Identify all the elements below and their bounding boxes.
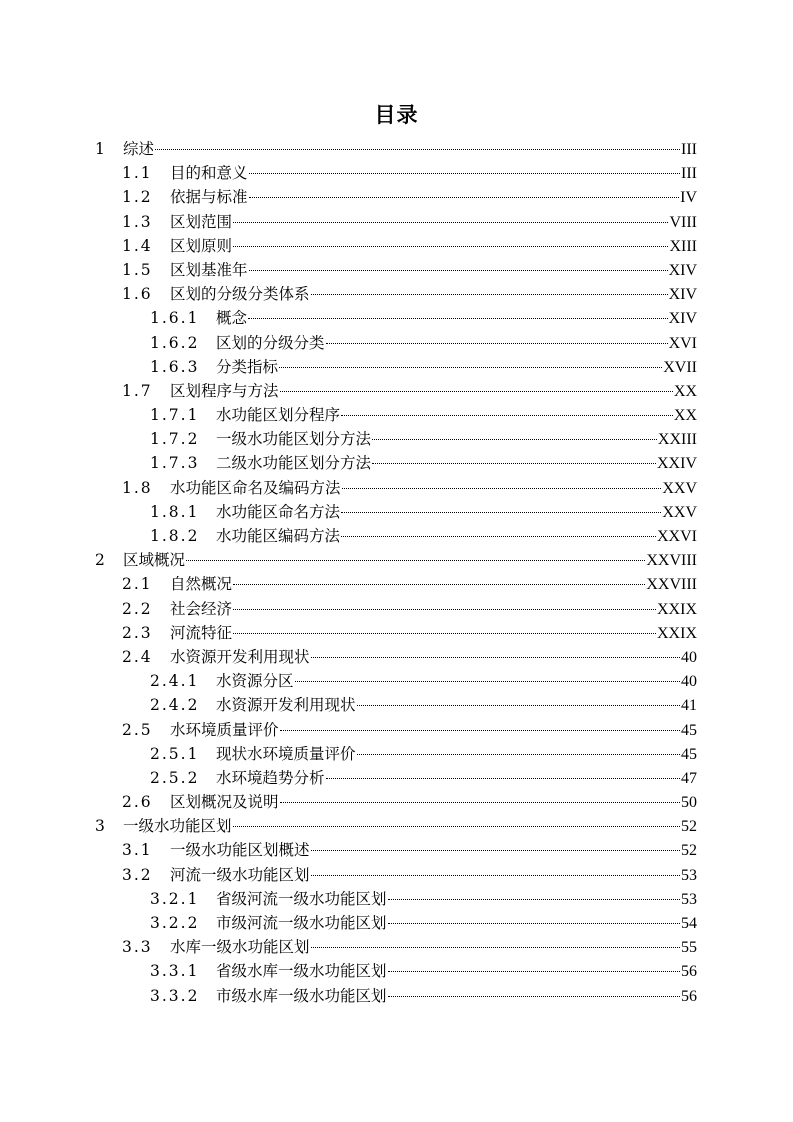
toc-entry-number: 1.2 <box>122 188 153 207</box>
toc-entry-number: 2.5 <box>122 720 153 739</box>
toc-entry-page: XX <box>673 407 697 425</box>
dot-leader <box>249 197 680 198</box>
table-of-contents <box>0 137 793 1008</box>
toc-entry-page: XIV <box>668 261 697 279</box>
dot-leader <box>388 923 680 924</box>
toc-entry[interactable] <box>0 838 793 862</box>
dot-leader <box>311 947 680 948</box>
dot-leader <box>233 222 668 223</box>
toc-entry[interactable] <box>0 766 793 790</box>
toc-entry[interactable] <box>0 863 793 887</box>
toc-entry-page: 55 <box>681 939 697 957</box>
toc-entry-number: 2 <box>95 551 107 570</box>
dot-leader <box>311 294 668 295</box>
toc-entry-title: 区划概况及说明 <box>170 793 279 812</box>
toc-entry-number: 3.3.2 <box>150 986 200 1005</box>
toc-entry-page: XIV <box>668 310 697 328</box>
toc-entry-page: 47 <box>681 769 697 787</box>
dot-leader <box>233 826 680 827</box>
toc-entry-title: 现状水环境质量评价 <box>216 744 356 763</box>
toc-entry-title: 水环境趋势分析 <box>216 768 325 787</box>
toc-entry-page: 53 <box>681 890 697 908</box>
toc-entry[interactable] <box>0 500 793 524</box>
toc-entry-title: 区划的分级分类 <box>216 333 325 352</box>
toc-entry-number: 3.2.2 <box>150 914 200 932</box>
toc-entry-page: 40 <box>681 673 697 691</box>
toc-entry-number: 1.3 <box>122 212 153 231</box>
toc-entry-number: 1.5 <box>122 260 153 279</box>
toc-entry-page: 52 <box>681 842 697 860</box>
toc-entry-page: XVI <box>668 334 697 352</box>
toc-entry-title: 水功能区命名方法 <box>216 502 341 521</box>
toc-entry-title: 区划范围 <box>170 212 233 231</box>
toc-entry[interactable] <box>0 306 793 330</box>
toc-entry-number: 2.4.1 <box>150 672 200 691</box>
toc-entry-title: 二级水功能区划分方法 <box>216 454 372 473</box>
toc-entry[interactable] <box>0 379 793 403</box>
dot-leader <box>357 754 680 755</box>
toc-entry-number: 3.2.1 <box>150 889 200 908</box>
toc-entry[interactable] <box>0 718 793 742</box>
toc-entry-number: 1.7.2 <box>150 430 200 449</box>
dot-leader <box>233 633 656 634</box>
toc-entry-title: 区划程序与方法 <box>170 381 279 400</box>
dot-leader <box>388 899 680 900</box>
toc-entry[interactable] <box>0 258 793 282</box>
toc-entry-page: IV <box>680 189 697 207</box>
dot-leader <box>233 609 656 610</box>
dot-leader <box>233 246 668 247</box>
dot-leader <box>372 439 657 440</box>
dot-leader <box>249 173 681 174</box>
toc-entry-number: 2.1 <box>122 575 153 594</box>
toc-entry-page: XIII <box>669 237 697 255</box>
dot-leader <box>248 318 668 319</box>
toc-entry-number: 3.3.1 <box>150 962 200 981</box>
dot-leader <box>280 391 673 392</box>
toc-entry-number: 3.3 <box>122 938 153 957</box>
toc-entry-title: 水功能区划分程序 <box>216 406 341 425</box>
toc-entry[interactable] <box>0 476 793 500</box>
toc-entry-title: 水资源开发利用现状 <box>216 696 356 715</box>
toc-entry[interactable] <box>0 355 793 379</box>
toc-entry-title: 省级河流一级水功能区划 <box>216 889 387 908</box>
toc-entry-page: XXV <box>662 503 697 521</box>
toc-entry-number: 2.5.2 <box>150 768 200 787</box>
toc-entry-page: XX <box>673 382 697 400</box>
dot-leader <box>280 730 680 731</box>
toc-entry-title: 依据与标准 <box>170 188 248 207</box>
toc-entry-page: XXVIII <box>646 576 697 594</box>
toc-entry-number: 3.1 <box>122 841 153 860</box>
toc-entry-title: 目的和意义 <box>170 164 248 183</box>
toc-entry-title: 省级水库一级水功能区划 <box>216 962 387 981</box>
toc-entry[interactable] <box>0 137 793 161</box>
toc-entry-number: 2.6 <box>122 793 153 812</box>
toc-entry-number: 3 <box>95 817 107 836</box>
toc-entry[interactable] <box>0 984 793 1008</box>
dot-leader <box>311 657 680 658</box>
dot-leader <box>280 802 680 803</box>
toc-entry-number: 1.6 <box>122 285 153 304</box>
toc-entry-number: 2.4.2 <box>150 696 200 715</box>
toc-entry-number: 1.8.1 <box>150 502 200 521</box>
dot-leader <box>388 971 680 972</box>
toc-entry-number: 1.7.3 <box>150 454 200 473</box>
dot-leader <box>341 512 661 513</box>
toc-entry-title: 水功能区命名及编码方法 <box>170 478 341 497</box>
dot-leader <box>341 536 656 537</box>
toc-entry-number: 1.8 <box>122 478 153 497</box>
dot-leader <box>311 875 680 876</box>
toc-entry[interactable] <box>0 935 793 959</box>
toc-entry-title: 区域概况 <box>123 551 186 570</box>
toc-entry-page: 40 <box>681 648 697 666</box>
toc-entry-title: 河流一级水功能区划 <box>170 865 310 884</box>
toc-entry-page: XVII <box>663 358 697 376</box>
toc-entry[interactable] <box>0 331 793 355</box>
toc-entry[interactable] <box>0 451 793 475</box>
toc-entry[interactable] <box>0 621 793 645</box>
toc-entry-number: 1 <box>95 140 107 158</box>
toc-entry-title: 水库一级水功能区划 <box>170 938 310 957</box>
toc-entry-page: 53 <box>681 866 697 884</box>
toc-entry-title: 水功能区编码方法 <box>216 527 341 545</box>
toc-entry-title: 水资源开发利用现状 <box>170 647 310 666</box>
toc-entry-page: 56 <box>681 987 697 1005</box>
toc-entry[interactable] <box>0 669 793 693</box>
toc-entry-number: 1.6.3 <box>150 357 200 376</box>
dot-leader <box>326 343 668 344</box>
toc-entry-number: 1.4 <box>122 236 153 255</box>
toc-entry-title: 分类指标 <box>216 357 279 376</box>
toc-entry-title: 水资源分区 <box>216 672 294 691</box>
toc-entry-page: 54 <box>681 915 697 932</box>
dot-leader <box>388 996 680 997</box>
toc-entry-title: 区划基准年 <box>170 260 248 279</box>
toc-entry[interactable] <box>0 572 793 596</box>
toc-entry-page: 56 <box>681 963 697 981</box>
toc-entry-page: III <box>681 141 697 158</box>
toc-entry[interactable] <box>0 693 793 717</box>
toc-entry-title: 区划的分级分类体系 <box>170 285 310 304</box>
toc-entry-page: XXIX <box>657 624 697 642</box>
toc-entry-page: 41 <box>681 697 697 715</box>
dot-leader <box>372 463 656 464</box>
toc-entry-page: VIII <box>669 213 697 231</box>
toc-entry-title: 一级水功能区划 <box>123 817 232 836</box>
toc-entry-number: 1.8.2 <box>150 527 200 545</box>
toc-entry-page: XXVI <box>657 528 697 545</box>
toc-entry-page: 45 <box>681 721 697 739</box>
toc-entry-page: XXIII <box>657 431 697 449</box>
dot-leader <box>295 681 680 682</box>
toc-entry[interactable] <box>0 814 793 838</box>
toc-entry-number: 2.5.1 <box>150 744 200 763</box>
page-title: 目录 <box>374 102 419 127</box>
toc-entry[interactable] <box>0 524 793 548</box>
toc-entry[interactable] <box>0 185 793 209</box>
dot-leader <box>326 778 680 779</box>
toc-entry-page: XIV <box>668 286 697 304</box>
dot-leader <box>342 488 662 489</box>
toc-entry[interactable] <box>0 959 793 983</box>
toc-entry-page: XXIX <box>657 600 697 618</box>
dot-leader <box>233 584 645 585</box>
toc-entry-title: 概念 <box>216 309 248 328</box>
toc-entry[interactable] <box>0 597 793 621</box>
toc-entry-page: 50 <box>681 794 697 812</box>
dot-leader <box>155 149 680 150</box>
toc-entry[interactable] <box>0 282 793 306</box>
toc-entry-title: 社会经济 <box>170 599 233 618</box>
toc-entry-title: 综述 <box>123 140 155 158</box>
toc-entry[interactable] <box>0 210 793 234</box>
toc-entry-number: 1.7.1 <box>150 406 200 425</box>
dot-leader <box>279 367 662 368</box>
toc-entry-title: 市级水库一级水功能区划 <box>216 986 387 1005</box>
dot-leader <box>186 560 645 561</box>
toc-entry-title: 市级河流一级水功能区划 <box>216 914 387 932</box>
toc-entry-title: 河流特征 <box>170 623 233 642</box>
toc-entry[interactable] <box>0 887 793 911</box>
toc-entry-page: 52 <box>681 818 697 836</box>
toc-entry-number: 3.2 <box>122 865 153 884</box>
toc-entry[interactable] <box>0 427 793 451</box>
toc-entry[interactable] <box>0 403 793 427</box>
toc-entry[interactable] <box>0 911 793 935</box>
dot-leader <box>311 850 680 851</box>
dot-leader <box>357 705 680 706</box>
dot-leader <box>249 270 668 271</box>
toc-entry-number: 2.4 <box>122 647 153 666</box>
toc-entry[interactable] <box>0 645 793 669</box>
toc-entry-number: 1.7 <box>122 381 153 400</box>
toc-entry[interactable] <box>0 161 793 185</box>
toc-entry-number: 2.3 <box>122 623 153 642</box>
dot-leader <box>341 415 673 416</box>
toc-entry-page: XXVIII <box>646 552 697 570</box>
toc-entry[interactable] <box>0 790 793 814</box>
toc-entry-page: XXV <box>662 479 697 497</box>
toc-entry-number: 1.6.2 <box>150 333 200 352</box>
toc-entry-page: XXIV <box>657 455 697 473</box>
toc-entry[interactable] <box>0 234 793 258</box>
toc-entry[interactable] <box>0 548 793 572</box>
toc-entry-number: 1.6.1 <box>150 309 200 328</box>
toc-entry-title: 自然概况 <box>170 575 233 594</box>
toc-entry-number: 1.1 <box>122 164 153 183</box>
toc-entry-page: 45 <box>681 745 697 763</box>
toc-entry-page: III <box>681 165 697 183</box>
toc-entry-title: 水环境质量评价 <box>170 720 279 739</box>
toc-entry-number: 2.2 <box>122 599 153 618</box>
toc-entry[interactable] <box>0 742 793 766</box>
toc-entry-title: 区划原则 <box>170 236 233 255</box>
toc-entry-title: 一级水功能区划分方法 <box>216 430 372 449</box>
toc-entry-title: 一级水功能区划概述 <box>170 841 310 860</box>
